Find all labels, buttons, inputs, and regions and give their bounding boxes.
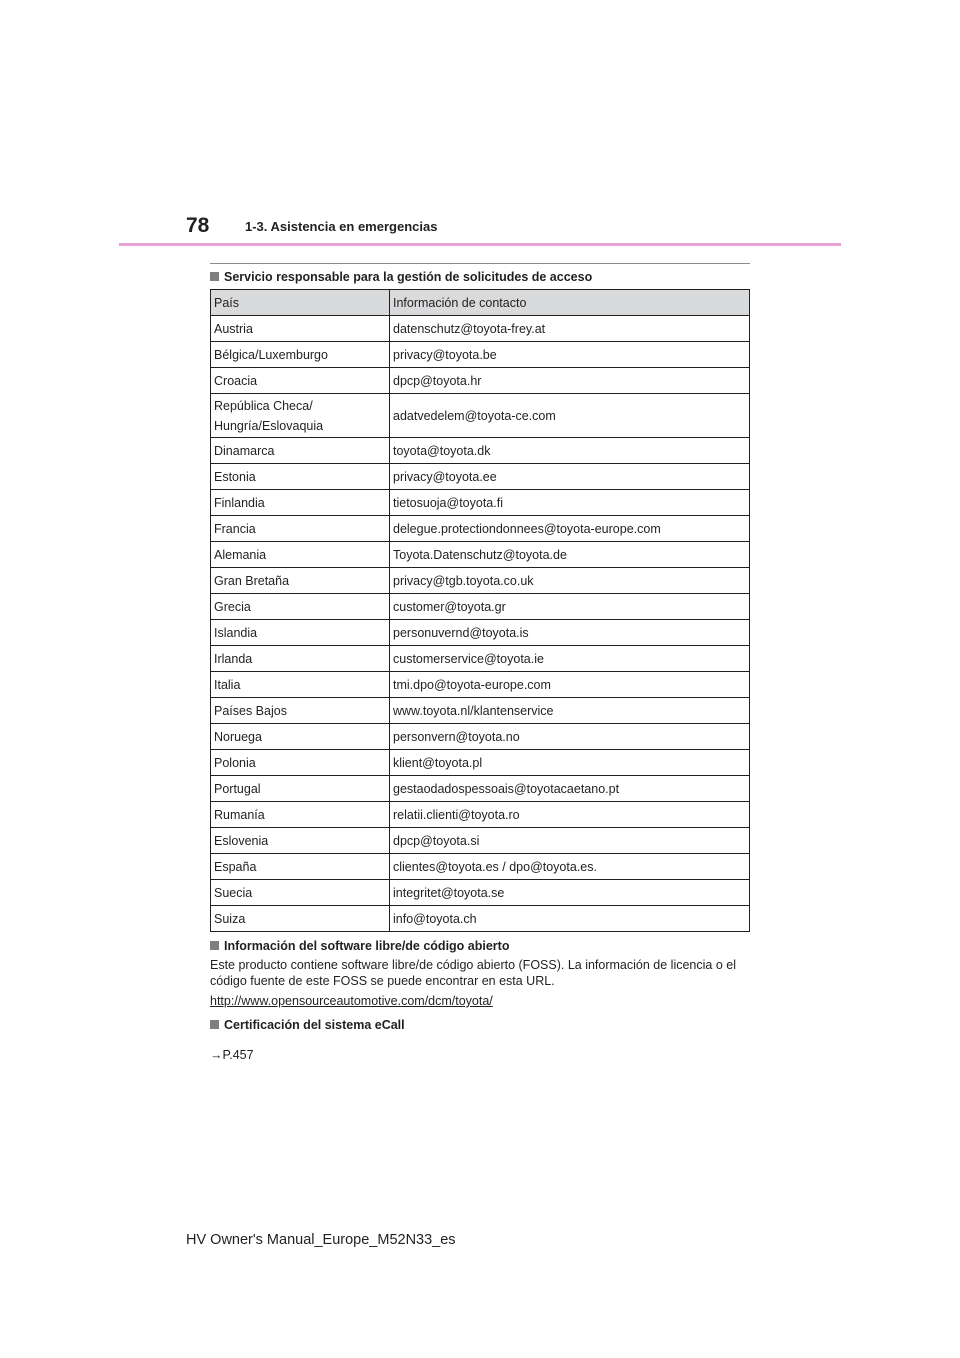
country-cell-line: Hungría/Eslovaquia	[214, 418, 324, 433]
contact-cell: tmi.dpo@toyota-europe.com	[390, 672, 750, 698]
table-row	[211, 880, 750, 906]
table-row	[211, 542, 750, 568]
page-number: 78	[186, 214, 210, 237]
table-row	[211, 672, 750, 698]
contact-cell: customerservice@toyota.ie	[390, 646, 750, 672]
table-row	[211, 698, 750, 724]
country-cell: Polonia	[211, 750, 390, 776]
contact-cell: integritet@toyota.se	[390, 880, 750, 906]
country-cell: Croacia	[211, 368, 390, 394]
ecall-heading-text: Certificación del sistema eCall	[224, 1018, 405, 1032]
content-divider	[210, 263, 750, 264]
foss-link[interactable]: http://www.opensourceautomotive.com/dcm/toyota/	[210, 994, 493, 1008]
country-cell: Irlanda	[211, 646, 390, 672]
contact-cell: tietosuoja@toyota.fi	[390, 490, 750, 516]
contact-cell: datenschutz@toyota-frey.at	[390, 316, 750, 342]
table-row	[211, 368, 750, 394]
table-row	[211, 828, 750, 854]
access-requests-heading	[210, 269, 592, 285]
table-row	[211, 724, 750, 750]
table-row	[211, 776, 750, 802]
table-row	[211, 802, 750, 828]
column-header-contact: Información de contacto	[390, 290, 750, 316]
country-cell: Grecia	[211, 594, 390, 620]
contact-cell: clientes@toyota.es / dpo@toyota.es.	[390, 854, 750, 880]
table-row	[211, 316, 750, 342]
contact-cell: delegue.protectiondonnees@toyota-europe.com	[390, 516, 750, 542]
ecall-heading	[210, 1017, 405, 1033]
footer-manual-id: HV Owner's Manual_Europe_M52N33_es	[186, 1232, 456, 1248]
country-cell-line: República Checa/	[214, 398, 313, 413]
country-cell: Islandia	[211, 620, 390, 646]
square-bullet-icon	[210, 272, 219, 281]
contact-cell: privacy@toyota.ee	[390, 464, 750, 490]
country-cell: Finlandia	[211, 490, 390, 516]
contact-cell: www.toyota.nl/klantenservice	[390, 698, 750, 724]
country-cell: Suiza	[211, 906, 390, 932]
contact-cell: klient@toyota.pl	[390, 750, 750, 776]
contact-cell: gestaodadospessoais@toyotacaetano.pt	[390, 776, 750, 802]
square-bullet-icon	[210, 941, 219, 950]
contact-cell: info@toyota.ch	[390, 906, 750, 932]
contact-cell: dpcp@toyota.hr	[390, 368, 750, 394]
country-cell: Bélgica/Luxemburgo	[211, 342, 390, 368]
foss-heading-text: Información del software libre/de código abierto	[224, 939, 510, 953]
table-row	[211, 342, 750, 368]
table-row	[211, 568, 750, 594]
country-cell: Suecia	[211, 880, 390, 906]
table-row	[211, 594, 750, 620]
contact-cell: privacy@toyota.be	[390, 342, 750, 368]
table-row	[211, 516, 750, 542]
country-cell: Rumanía	[211, 802, 390, 828]
table-row	[211, 490, 750, 516]
section-title: 1-3. Asistencia en emergencias	[245, 219, 438, 234]
contact-table-body	[211, 316, 750, 932]
country-cell: Austria	[211, 316, 390, 342]
country-cell: Alemania	[211, 542, 390, 568]
contact-cell: privacy@tgb.toyota.co.uk	[390, 568, 750, 594]
table-row	[211, 750, 750, 776]
country-cell: Portugal	[211, 776, 390, 802]
header-divider	[119, 243, 841, 246]
access-requests-heading-text: Servicio responsable para la gestión de solicitudes de acceso	[224, 270, 593, 284]
country-cell: Gran Bretaña	[211, 568, 390, 594]
ecall-page-reference[interactable]: →P.457	[210, 1048, 254, 1062]
country-cell: Países Bajos	[211, 698, 390, 724]
table-row	[211, 646, 750, 672]
foss-description: Este producto contiene software libre/de código abierto (FOSS). La información de licencia o el código fuente de este FOSS se puede encontrar en esta URL.	[210, 958, 736, 988]
contact-cell: toyota@toyota.dk	[390, 438, 750, 464]
column-header-country: País	[211, 290, 390, 316]
country-cell: Estonia	[211, 464, 390, 490]
table-row	[211, 464, 750, 490]
table-row	[211, 438, 750, 464]
table-row	[211, 906, 750, 932]
country-cell: Italia	[211, 672, 390, 698]
country-cell: Francia	[211, 516, 390, 542]
contact-cell: dpcp@toyota.si	[390, 828, 750, 854]
contact-cell: customer@toyota.gr	[390, 594, 750, 620]
contact-cell: personuvernd@toyota.is	[390, 620, 750, 646]
foss-heading	[210, 938, 509, 954]
contact-cell: Toyota.Datenschutz@toyota.de	[390, 542, 750, 568]
table-row	[211, 854, 750, 880]
country-cell: Noruega	[211, 724, 390, 750]
contact-cell: adatvedelem@toyota-ce.com	[390, 394, 750, 438]
table-row	[211, 620, 750, 646]
contact-table	[210, 289, 750, 932]
country-cell	[211, 394, 390, 438]
country-cell: Eslovenia	[211, 828, 390, 854]
contact-cell: relatii.clienti@toyota.ro	[390, 802, 750, 828]
square-bullet-icon	[210, 1020, 219, 1029]
contact-cell: personvern@toyota.no	[390, 724, 750, 750]
table-row	[211, 394, 750, 438]
country-cell: Dinamarca	[211, 438, 390, 464]
country-cell: España	[211, 854, 390, 880]
table-header-row	[211, 290, 750, 316]
